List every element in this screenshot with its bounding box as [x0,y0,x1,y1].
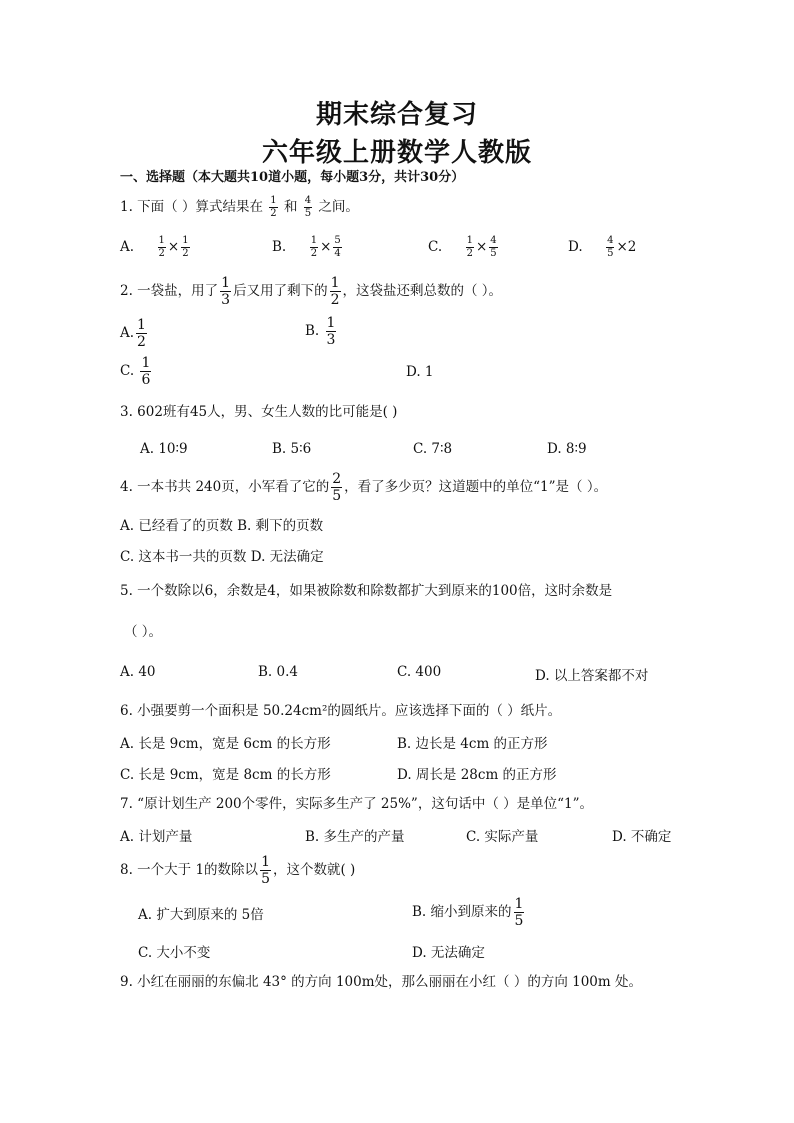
q7-option-b: B. 多生产的产量 [305,829,405,845]
question-5: 5. 一个数除以6，余数是4，如果被除数和除数都扩大到原来的100倍，这时余数是 [120,583,613,599]
question-9: 9. 小红在丽丽的东偏北 43° 的方向 100m处，那么丽丽在小红（ ）的方向 100m 处。 [120,974,642,990]
q8-option-a: A. 扩大到原来的 5倍 [138,907,264,923]
q8-option-c: C. 大小不变 [138,945,211,961]
q8-option-d: D. 无法确定 [412,945,485,961]
q6-option-d: D. 周长是 28cm 的正方形 [397,767,557,783]
question-2: 2. 一袋盐，用了 $\frac{1}{3}$ 后又用了剩下的 $\frac{1}{2}$ ，这袋盐还剩总数的（ ）。 [120,275,503,308]
question-4: 4. 一本书共 240页，小军看了它的 $\frac{2}{5}$ ，看了多少页？这道题中的单位“1”是（ ）。 [120,471,608,504]
q1-option-a: A. $\frac{1}{2}$ × $\frac{1}{2}$ [120,235,189,259]
fraction: $\frac{1}{5}$ [261,854,270,887]
q2-option-a: A. $\frac{1}{2}$ [120,317,146,350]
q1-option-c: C. $\frac{1}{2}$ × $\frac{4}{5}$ [428,235,497,259]
section-header: 一、选择题（本大题共10道小题，每小题3分，共计30分） [120,170,465,185]
fraction: $\frac{1}{3}$ [221,275,231,308]
q3-option-a: A. 10∶9 [140,441,188,457]
fraction: $\frac{1}{2}$ [330,275,340,308]
q5-option-d: D. 以上答案都不对 [535,668,649,684]
fraction: $\frac{4}{5}$ [304,195,312,219]
q2-option-c: C. $\frac{1}{6}$ [120,355,151,388]
q1-option-d: D. $\frac{4}{5}$ ×2 [568,235,637,259]
question-1-text: 之间。 [318,199,359,215]
question-6: 6. 小强要剪一个面积是 50.24cm²的圆纸片。应该选择下面的（ ）纸片。 [120,703,562,719]
q2-option-d: D. 1 [406,364,434,380]
question-7: 7. “原计划生产 200个零件，实际多生产了 25%”，这句话中（ ）是单位“1”。 [120,796,594,812]
q5-option-a: A. 40 [120,664,156,680]
q7-option-c: C. 实际产量 [466,829,539,845]
page-title: 期末综合复习 [315,100,478,130]
q5-option-c: C. 400 [397,664,442,680]
q6-option-c: C. 长是 9cm，宽是 8cm 的长方形 [120,767,331,783]
q7-option-a: A. 计划产量 [120,829,193,845]
question-8: 8. 一个大于 1的数除以 $\frac{1}{5}$ ，这个数就( ) [120,854,356,887]
q7-option-d: D. 不确定 [612,829,672,845]
q2-option-b: B. $\frac{1}{3}$ [305,315,336,348]
q8-option-b: B. 缩小到原来的 $\frac{1}{5}$ [412,896,524,929]
q3-option-b: B. 5∶6 [272,441,312,457]
question-5-blank: （ ）。 [124,624,163,640]
fraction: $\frac{2}{5}$ [332,471,342,504]
question-1 [120,196,359,219]
q3-option-c: C. 7∶8 [413,441,453,457]
question-1-text: 1. 下面（ ）算式结果在 [120,199,263,215]
q6-option-a: A. 长是 9cm，宽是 6cm 的长方形 [120,736,331,752]
question-3: 3. 602班有45人，男、女生人数的比可能是( ) [120,404,398,420]
fraction: $\frac{1}{2}$ [270,195,277,219]
question-1-text: 和 [283,199,298,215]
q1-option-b: B. $\frac{1}{2}$ × $\frac{5}{4}$ [272,235,341,259]
q4-options-row-2: C. 这本书一共的页数 D. 无法确定 [120,549,324,565]
q3-option-d: D. 8∶9 [547,441,587,457]
q6-option-b: B. 边长是 4cm 的正方形 [397,736,548,752]
q4-options-row-1: A. 已经看了的页数 B. 剩下的页数 [120,518,324,534]
q5-option-b: B. 0.4 [258,664,298,680]
page-subtitle: 六年级上册数学人教版 [261,138,532,168]
